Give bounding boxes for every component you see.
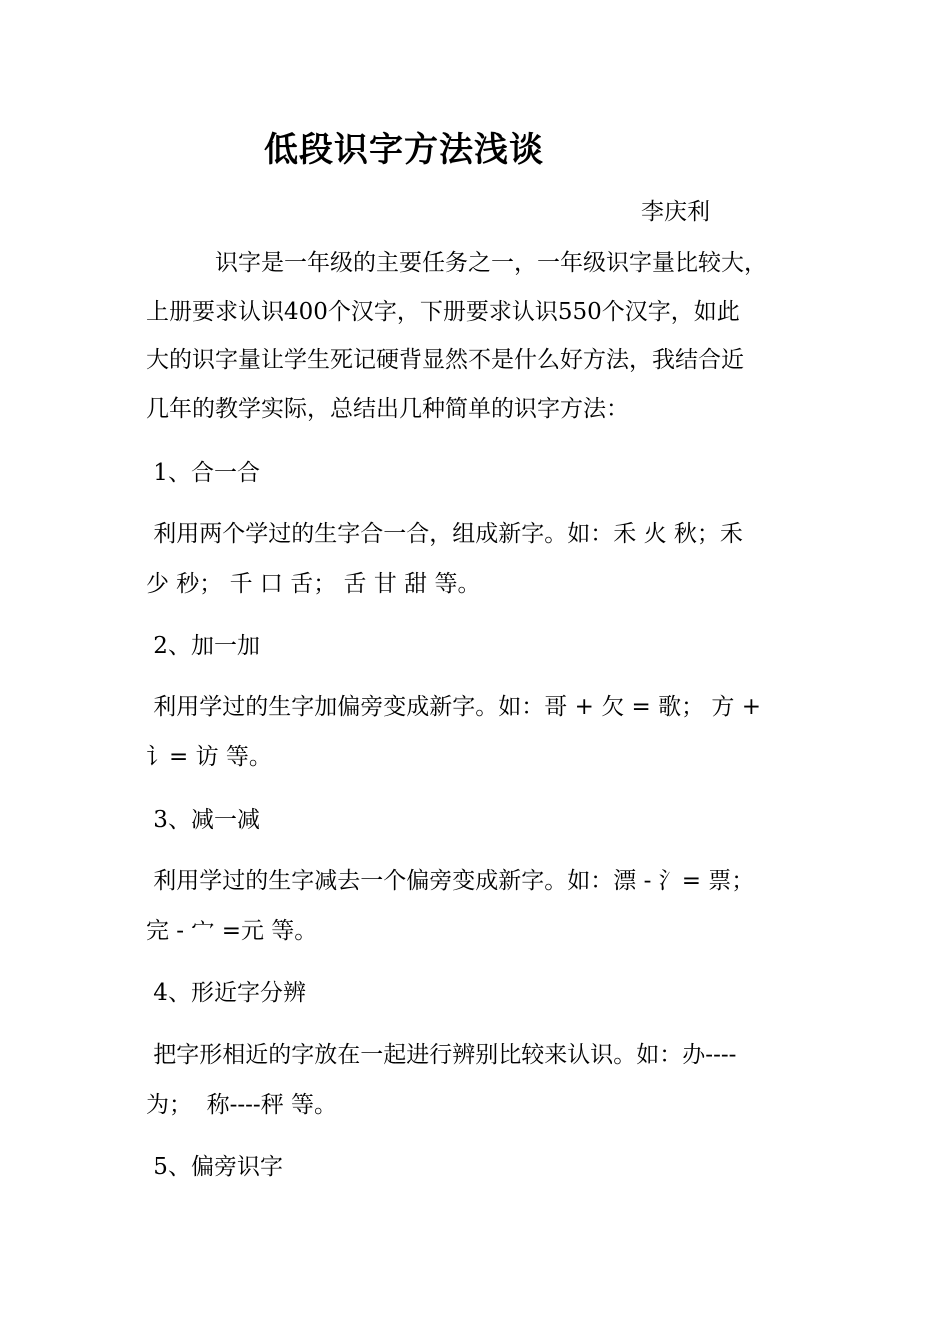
section-1-line-2: 少 秒； 千 口 舌； 舌 甘 甜 等。 <box>146 571 481 597</box>
section-4-line-1: 把字形相近的字放在一起进行辨别比较来认识。如：办---- <box>146 1042 737 1068</box>
section-3-line-1: 利用学过的生字减去一个偏旁变成新字。如：漂 - 氵= 票； <box>146 868 755 894</box>
section-3-heading: 3、减一减 <box>146 807 260 833</box>
intro-line-3: 大的识字量让学生死记硬背显然不是什么好方法，我结合近 <box>146 347 744 373</box>
section-1-heading: 1、合一合 <box>146 460 260 486</box>
intro-line-1: 识字是一年级的主要任务之一，一年级识字量比较大， <box>146 250 767 276</box>
document-author: 李庆利 <box>641 199 710 225</box>
section-5-heading: 5、偏旁识字 <box>146 1154 283 1180</box>
document-title: 低段识字方法浅谈 <box>264 130 544 170</box>
intro-line-4: 几年的教学实际，总结出几种简单的识字方法： <box>146 396 629 422</box>
section-2-line-2: 讠= 访 等。 <box>146 744 272 770</box>
section-2-heading: 2、加一加 <box>146 633 260 659</box>
section-2-line-1: 利用学过的生字加偏旁变成新字。如：哥 + 欠 = 歌； 方 + <box>146 694 761 720</box>
intro-line-2: 上册要求认识400个汉字，下册要求认识550个汉字，如此 <box>146 299 740 325</box>
section-1-line-1: 利用两个学过的生字合一合，组成新字。如：禾 火 秋；禾 <box>146 521 743 547</box>
section-3-line-2: 完 - 宀 =元 等。 <box>146 918 318 944</box>
section-4-heading: 4、形近字分辨 <box>146 980 306 1006</box>
section-4-line-2: 为； 称----秤 等。 <box>146 1092 338 1118</box>
